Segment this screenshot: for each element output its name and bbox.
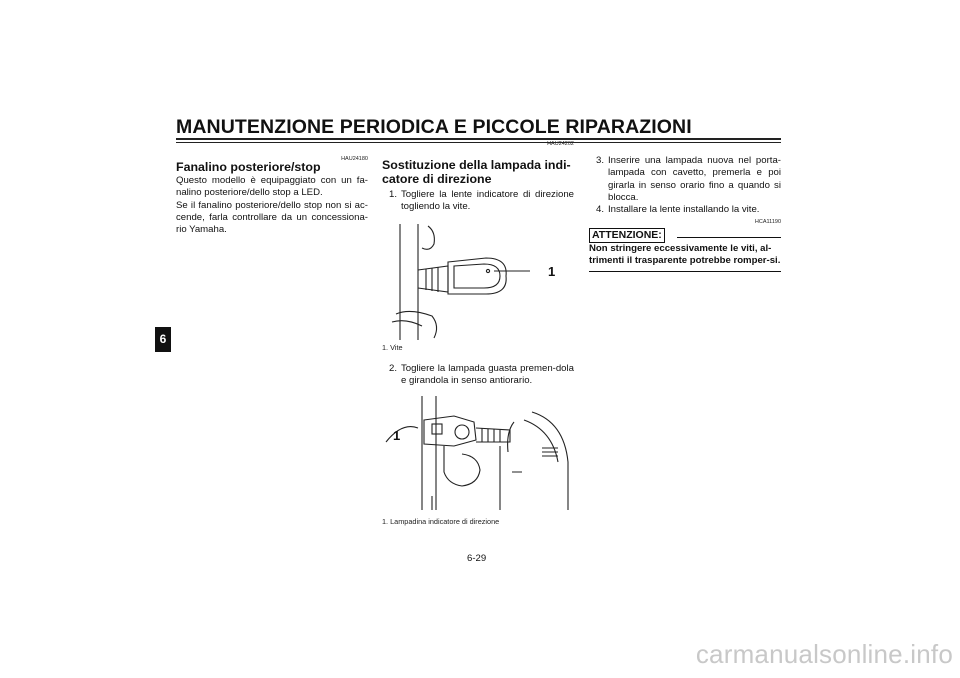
header-rule-thick [176, 138, 781, 140]
step-4-text: Installare la lente installando la vite. [608, 204, 760, 215]
step-2-number: 2. [389, 363, 398, 374]
caution-text: Non stringere eccessivamente le viti, al-trimenti il trasparente potrebbe romper-si. [589, 243, 781, 266]
step-4 [596, 204, 781, 216]
step-3 [596, 155, 781, 204]
header-rule-thin [176, 142, 781, 143]
left-section-body [176, 175, 368, 236]
figure-turn-signal-lens [382, 218, 574, 340]
caution-label-rule [677, 237, 781, 238]
watermark: carmanualsonline.info [695, 639, 953, 669]
middle-section-code: HAU24202 [547, 141, 574, 147]
caution-label: ATTENZIONE: [589, 228, 665, 243]
left-section-code: HAU24180 [341, 156, 368, 162]
step-2-text: Togliere la lampada guasta premen-dola e girandola in senso antiorario. [401, 363, 574, 387]
caution-box [589, 225, 781, 272]
figure-1-callout: 1 [548, 264, 556, 279]
step-2 [389, 363, 574, 388]
figure-2-caption: 1. Lampadina indicatore di direzione [382, 517, 500, 526]
step-1-text: Togliere la lente indicatore di direzione togliendo la vite. [401, 189, 574, 213]
figure-bulb-holder [382, 392, 574, 512]
caution-bottom-rule [589, 271, 781, 272]
step-1 [389, 189, 574, 214]
left-paragraph-1: Questo modello è equipaggiato con un fa-nalino posteriore/dello stop a LED. [176, 175, 368, 199]
left-paragraph-2: Se il fanalino posteriore/dello stop non si ac-cende, farla controllare da un concessiona-rio Yamaha. [176, 199, 368, 236]
figure-1-caption: 1. Vite [382, 343, 403, 352]
step-1-number: 1. [389, 189, 398, 200]
middle-section-title: Sostituzione della lampada indi-catore di direzione [382, 158, 571, 186]
figure-2-callout: 1 [393, 428, 401, 443]
page-header-title: MANUTENZIONE PERIODICA E PICCOLE RIPARAZIONI [176, 116, 692, 138]
right-section-code: HCA11190 [754, 219, 781, 225]
chapter-tab: 6 [155, 327, 171, 352]
step-4-number: 4. [596, 204, 605, 215]
page-number: 6-29 [467, 553, 487, 564]
step-3-text: Inserire una lampada nuova nel porta-lampada con cavetto, premerla e poi girarla in senso orario fino a quando si blocca. [608, 155, 781, 203]
step-3-number: 3. [596, 155, 605, 166]
left-section-title: Fanalino posteriore/stop [176, 160, 321, 174]
